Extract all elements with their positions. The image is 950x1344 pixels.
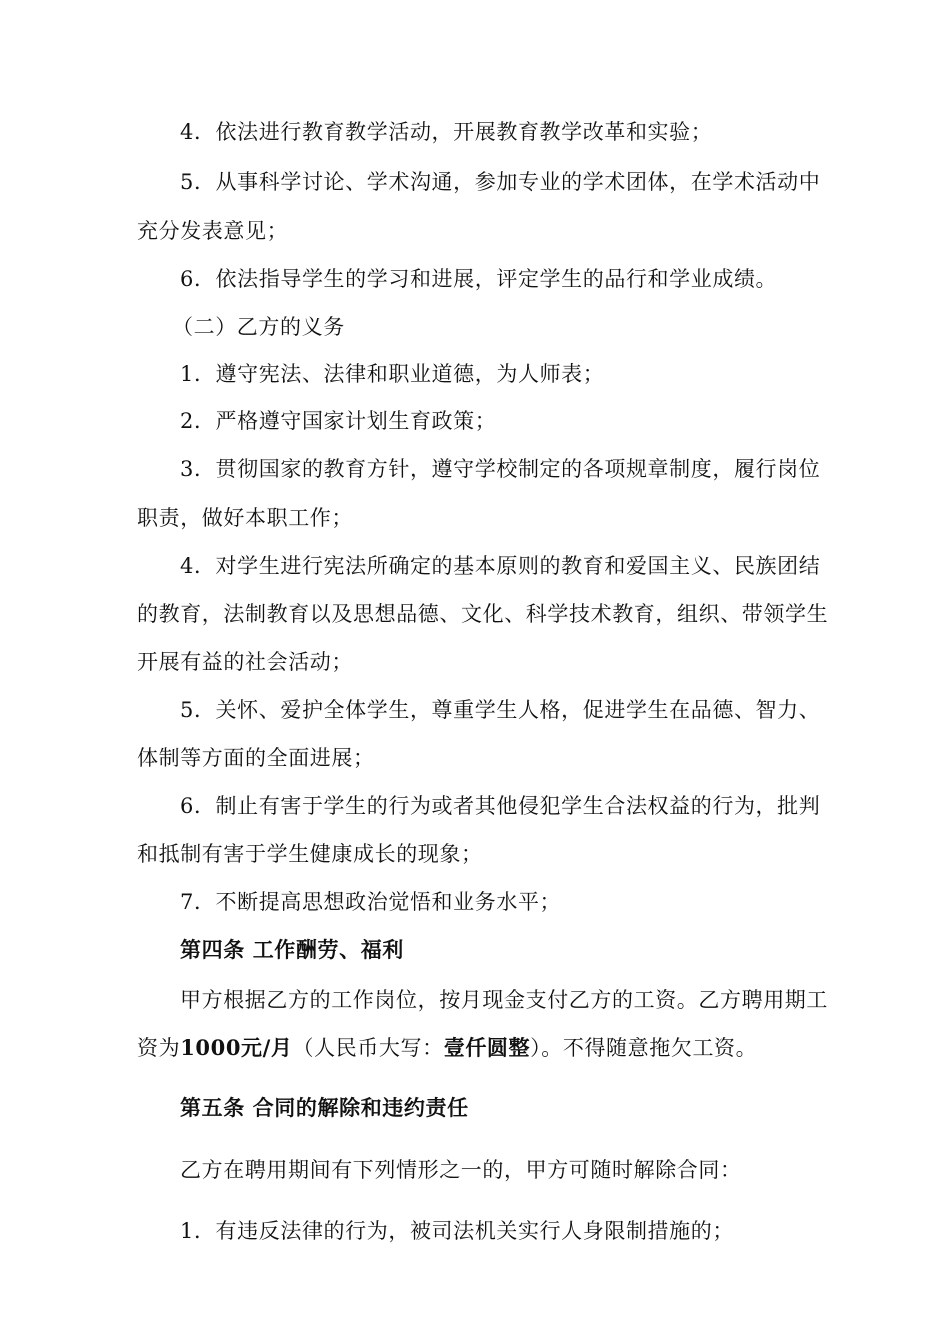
duty-item-7: 7．不断提高思想政治觉悟和业务水平； (180, 890, 562, 914)
duty-item-6-continued: 和抵制有害于学生健康成长的现象； (137, 842, 483, 866)
salary-suffix: ）。不得随意拖欠工资。 (530, 1036, 758, 1060)
article-4-line-2 (137, 1034, 757, 1062)
rights-item-6: 6．依法指导学生的学习和进展，评定学生的品行和学业成绩。 (180, 267, 778, 291)
article-5-intro: 乙方在聘用期间有下列情形之一的，甲方可随时解除合同： (180, 1158, 742, 1182)
salary-amount: 1000元/月 (180, 1035, 293, 1060)
duty-item-4-continued-1: 的教育，法制教育以及思想品德、文化、科学技术教育，组织、带领学生 (137, 602, 829, 626)
duty-item-4-continued-2: 开展有益的社会活动； (137, 650, 353, 674)
rights-item-5-continued: 充分发表意见； (137, 219, 289, 243)
salary-words-open: （人民币大写： (292, 1036, 444, 1060)
article-4-line-1: 甲方根据乙方的工作岗位，按月现金支付乙方的工资。乙方聘用期工 (180, 988, 828, 1012)
salary-words: 壹仟圆整 (443, 1035, 531, 1060)
rights-item-4: 4．依法进行教育教学活动，开展教育教学改革和实验； (180, 120, 713, 144)
article-5-heading: 第五条 合同的解除和违约责任 (180, 1096, 469, 1120)
article-5-item-1: 1．有违反法律的行为，被司法机关实行人身限制措施的； (180, 1219, 734, 1243)
duty-item-5-continued: 体制等方面的全面进展； (137, 746, 375, 770)
salary-prefix: 资为 (137, 1036, 181, 1060)
duty-item-3: 3．贯彻国家的教育方针，遵守学校制定的各项规章制度，履行岗位 (180, 457, 821, 481)
article-4-heading: 第四条 工作酬劳、福利 (180, 938, 404, 962)
duty-item-3-continued: 职责，做好本职工作； (137, 506, 353, 530)
rights-item-5: 5．从事科学讨论、学术沟通，参加专业的学术团体，在学术活动中 (180, 170, 821, 194)
duties-heading: （二）乙方的义务 (172, 315, 345, 339)
duty-item-5: 5．关怀、爱护全体学生，尊重学生人格，促进学生在品德、智力、 (180, 698, 821, 722)
duty-item-4: 4．对学生进行宪法所确定的基本原则的教育和爱国主义、民族团结 (180, 554, 821, 578)
duty-item-2: 2．严格遵守国家计划生育政策； (180, 409, 497, 433)
duty-item-6: 6．制止有害于学生的行为或者其他侵犯学生合法权益的行为，批判 (180, 794, 821, 818)
duty-item-1: 1．遵守宪法、法律和职业道德，为人师表； (180, 362, 605, 386)
